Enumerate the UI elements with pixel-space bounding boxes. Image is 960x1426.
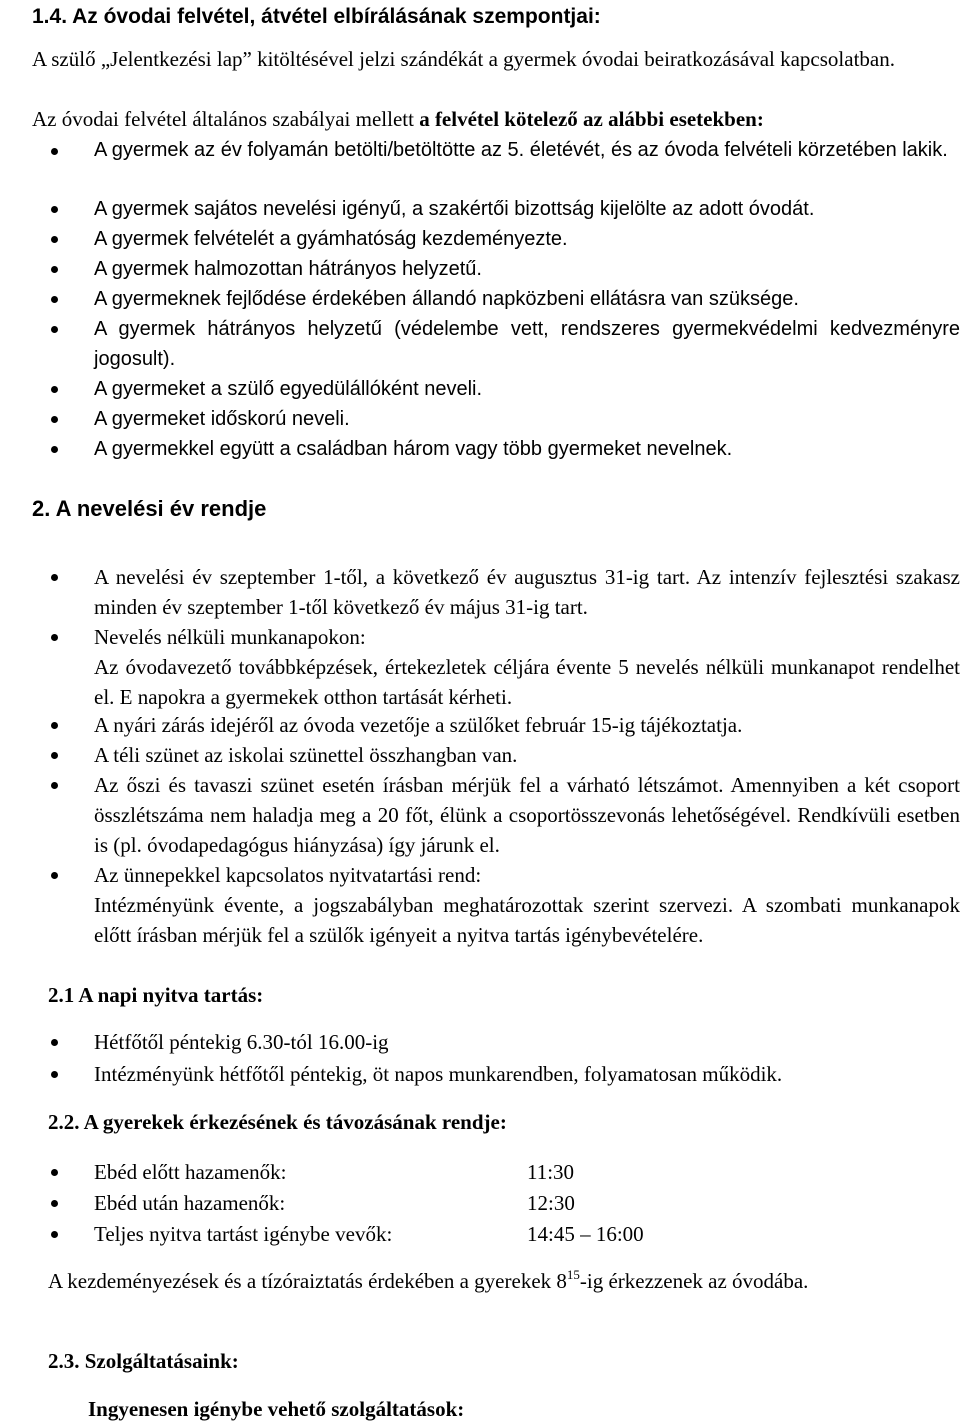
arrival-note-before: A kezdeményezések és a tízóraiztatás érdekében a gyerekek 8 bbox=[48, 1269, 567, 1293]
arrival-note-after: -ig érkezzenek az óvodába. bbox=[579, 1269, 809, 1293]
section-1-4-title: 1.4. Az óvodai felvétel, átvétel elbírálásának szempontjai: bbox=[32, 5, 601, 28]
list-item-continuation: Az óvodavezető továbbképzések, értekezletek céljára évente 5 nevelés nélküli munkanapot rendelhet el. E napokra a gyermekek otthon tartását kérheti. bbox=[94, 655, 960, 709]
list-item: A nevelési év szeptember 1-től, a következő év augusztus 31-ig tart. Az intenzív fejlesztési szakasz minden év szeptember 1-től következő év május 31-ig tart. bbox=[0, 562, 960, 622]
row-label: Ebéd előtt hazamenők: bbox=[94, 1160, 287, 1184]
list-item: A téli szünet az iskolai szünettel összhangban van. bbox=[0, 740, 960, 770]
list-item: A gyermek az év folyamán betölti/betöltötte az 5. életévét, és az óvoda felvételi körzetében lakik. bbox=[0, 136, 960, 194]
opening-hours-list bbox=[0, 1027, 960, 1089]
list-item bbox=[0, 860, 960, 978]
table-row bbox=[0, 1157, 960, 1188]
row-time: 11:30 bbox=[527, 1160, 575, 1184]
arrival-note bbox=[48, 1266, 960, 1296]
list-item: A gyermekkel együtt a családban három vagy több gyermeket nevelnek. bbox=[0, 434, 960, 464]
list-item: A gyermeket időskorú neveli. bbox=[0, 404, 960, 434]
table-row bbox=[0, 1219, 960, 1250]
list-item: A gyermeket a szülő egyedülállóként neveli. bbox=[0, 374, 960, 404]
admission-criteria-list bbox=[0, 136, 960, 464]
section-2-1-title: 2.1 A napi nyitva tartás: bbox=[48, 983, 264, 1007]
section-2-3-title: 2.3. Szolgáltatásaink: bbox=[48, 1349, 239, 1373]
list-item: A gyermek hátrányos helyzetű (védelembe vett, rendszeres gyermekvédelmi kedvezményre jogosult). bbox=[0, 314, 960, 374]
arrival-note-sup: 15 bbox=[566, 1267, 580, 1282]
list-item: Hétfőtől péntekig 6.30-tól 16.00-ig bbox=[0, 1027, 960, 1059]
rule-prefix: Az óvodai felvétel általános szabályai mellett bbox=[32, 107, 420, 131]
list-item: A nyári zárás idejéről az óvoda vezetője a szülőket február 15-ig tájékoztatja. bbox=[0, 710, 960, 740]
list-item-heading: Az ünnepekkel kapcsolatos nyitvatartási rend: bbox=[94, 863, 482, 887]
list-item bbox=[0, 622, 960, 710]
list-item: Intézményünk hétfőtől péntekig, öt napos munkarendben, folyamatosan működik. bbox=[0, 1059, 960, 1089]
education-year-list bbox=[0, 562, 960, 978]
list-item: A gyermek sajátos nevelési igényű, a szakértői bizottság kijelölte az adott óvodát. bbox=[0, 194, 960, 224]
row-time: 12:30 bbox=[527, 1191, 575, 1215]
list-item-heading: Nevelés nélküli munkanapokon: bbox=[94, 625, 366, 649]
list-item-continuation: Intézményünk évente, a jogszabályban meghatározottak szerint szervezi. A szombati munkanapok előtt írásban mérjük fel a szülők igényeit a nyitva tartás igénybevételére. bbox=[94, 893, 960, 947]
list-item: A gyermek felvételét a gyámhatóság kezdeményezte. bbox=[0, 224, 960, 254]
row-label: Ebéd után hazamenők: bbox=[94, 1191, 286, 1215]
section-2-2-title: 2.2. A gyerekek érkezésének és távozásának rendje: bbox=[48, 1110, 507, 1134]
pickup-times-table bbox=[0, 1157, 960, 1250]
section-1-4-rule bbox=[32, 104, 960, 134]
section-1-4-intro: A szülő „Jelentkezési lap” kitöltésével jelzi szándékát a gyermek óvodai beiratkozásával kapcsolatban. bbox=[32, 47, 895, 71]
list-item: Az őszi és tavaszi szünet esetén írásban mérjük fel a várható létszámot. Amennyiben a két csoport összlétszáma nem haladja meg a 20 főt, élünk a csoportösszevonás lehetőségével. Rendkívüli esetben is (pl. óvodapedagógus hiányzása) így járunk el. bbox=[0, 770, 960, 860]
services-subtitle: Ingyenesen igénybe vehető szolgáltatások: bbox=[88, 1397, 465, 1421]
list-item: A gyermeknek fejlődése érdekében állandó napközbeni ellátásra van szüksége. bbox=[0, 284, 960, 314]
row-label: Teljes nyitva tartást igénybe vevők: bbox=[94, 1222, 393, 1246]
row-time: 14:45 – 16:00 bbox=[527, 1222, 644, 1246]
list-item: A gyermek halmozottan hátrányos helyzetű. bbox=[0, 254, 960, 284]
table-row bbox=[0, 1188, 960, 1219]
section-2-title: 2. A nevelési év rendje bbox=[32, 496, 267, 521]
rule-bold: a felvétel kötelező az alábbi esetekben: bbox=[419, 107, 764, 131]
